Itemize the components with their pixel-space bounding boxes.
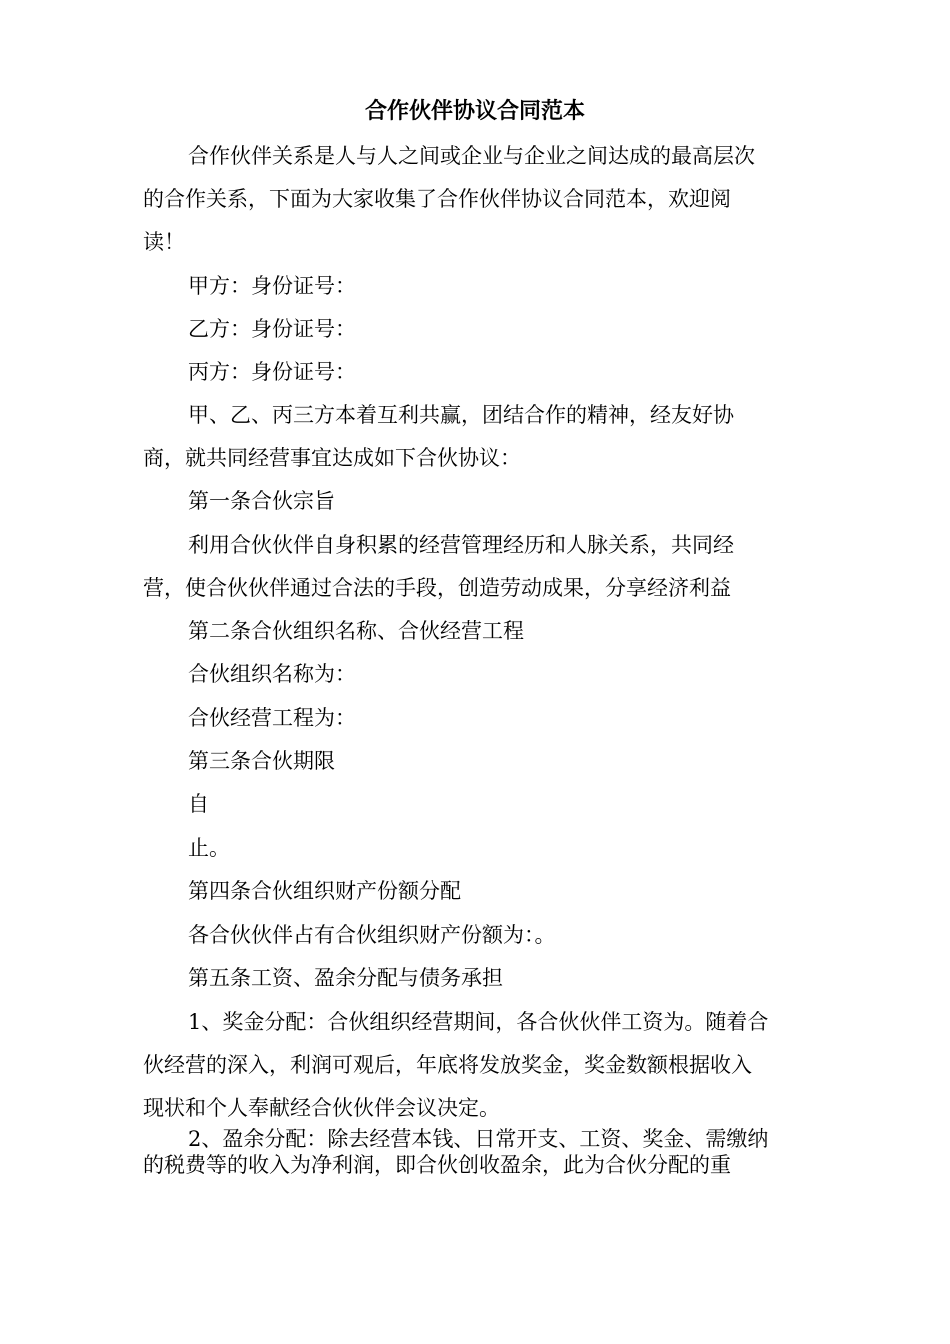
agreement-preamble: 甲、乙、丙三方本着互利共赢，团结合作的精神，经友好协 商，就共同经营事宜达成如下合伙协议： <box>143 403 734 470</box>
article-1-heading: 第一条合伙宗旨 <box>188 489 335 513</box>
article-1-body: 利用合伙伙伴自身积累的经营管理经历和人脉关系，共同经 营，使合伙伙伴通过合法的手段，创造劳动成果，分享经济利益 <box>143 533 734 600</box>
term-start-line: 自 <box>188 792 209 816</box>
bonus-distribution-paragraph: 1、奖金分配：合伙组织经营期间，各合伙伙伴工资为。随着合 伙经营的深入，利润可观后，年底将发放奖金，奖金数额根据收入 现状和个人奉献经合伙伙伴会议决定。 <box>143 1010 769 1120</box>
property-share-line: 各合伙伙伴占有合伙组织财产份额为：。 <box>188 923 556 947</box>
party-c-line: 丙方：身份证号： <box>188 360 356 384</box>
party-b-line: 乙方：身份证号： <box>188 317 356 341</box>
term-end-line: 止。 <box>188 836 230 860</box>
party-a-line: 甲方：身份证号： <box>188 274 356 298</box>
intro-paragraph: 合作伙伴关系是人与人之间或企业与企业之间达成的最高层次 的合作关系，下面为大家收集了合作伙伴协议合同范本，欢迎阅 读！ <box>143 144 755 254</box>
business-project-line: 合伙经营工程为： <box>188 706 356 730</box>
article-5-heading: 第五条工资、盈余分配与债务承担 <box>188 966 503 990</box>
organization-name-line: 合伙组织名称为： <box>188 662 356 686</box>
article-2-heading: 第二条合伙组织名称、合伙经营工程 <box>188 619 524 643</box>
document-title: 合作伙伴协议合同范本 <box>364 99 585 124</box>
article-4-heading: 第四条合伙组织财产份额分配 <box>188 879 461 903</box>
surplus-distribution-paragraph: 2、盈余分配：除去经营本钱、日常开支、工资、奖金、需缴纳 的税费等的收入为净利润，即合伙创收盈余，此为合伙分配的重 <box>143 1127 769 1177</box>
article-3-heading: 第三条合伙期限 <box>188 749 335 773</box>
